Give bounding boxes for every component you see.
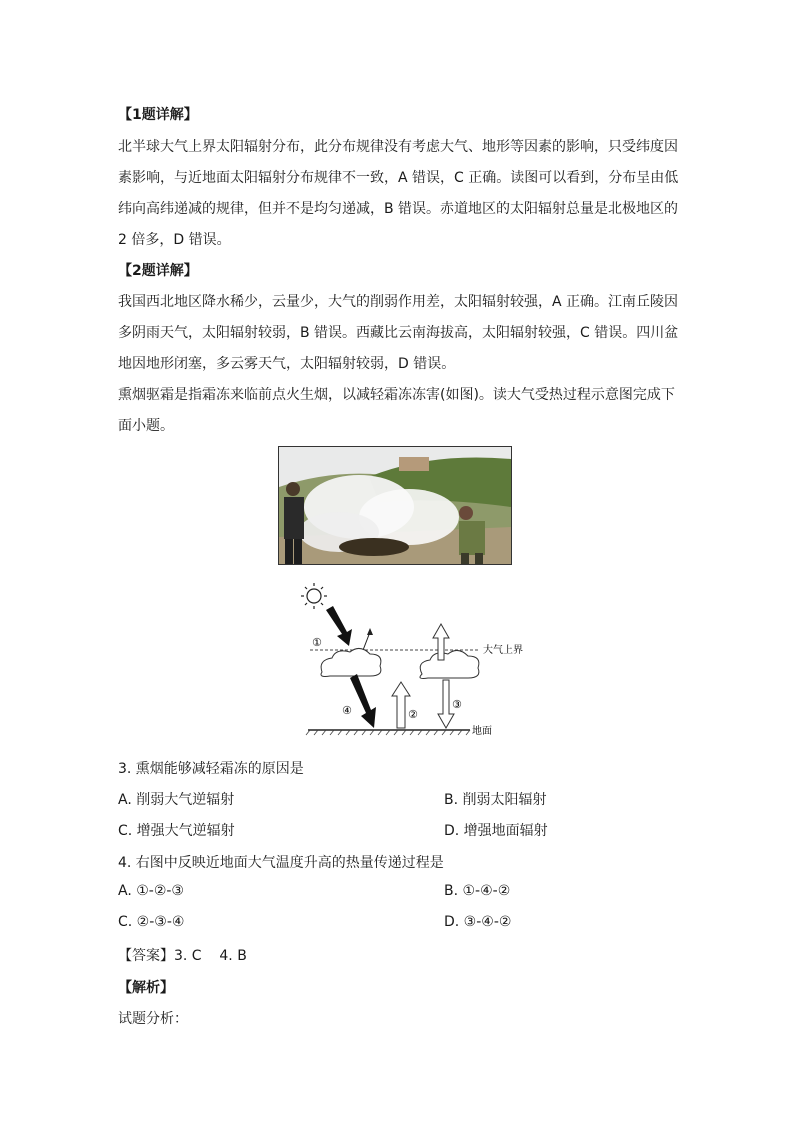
q1-line-4: 2 倍多，D 错误。 <box>118 232 231 248</box>
q1-line-2: 素影响，与近地面太阳辐射分布规律不一致，A 错误，C 正确。读图可以看到，分布呈由低 <box>118 170 679 186</box>
label-atmosphere-top: 大气上界 <box>483 645 523 656</box>
q1-line-1: 北半球大气上界太阳辐射分布，此分布规律没有考虑大气、地形等因素的影响，只受纬度因 <box>118 139 678 155</box>
q4-stem: 4. 右图中反映近地面大气温度升高的热量传递过程是 <box>118 855 444 871</box>
label-arrow-1: ① <box>312 636 322 649</box>
q2-heading: 【2题详解】 <box>118 263 198 279</box>
q1-heading: 【1题详解】 <box>118 107 198 123</box>
q3-option-b: B. 削弱太阳辐射 <box>444 792 547 808</box>
arrow-2-icon <box>392 682 410 728</box>
q3-option-a: A. 削弱大气逆辐射 <box>118 792 235 808</box>
q3-option-d: D. 增强地面辐射 <box>444 823 548 839</box>
arrow-1-icon <box>326 606 352 646</box>
analysis-label: 试题分析： <box>118 1011 188 1027</box>
q2-line-3: 地因地形闭塞，多云雾天气，太阳辐射较弱，D 错误。 <box>118 356 456 372</box>
intro-line-2: 面小题。 <box>118 418 174 434</box>
smoke-photo-illustration <box>279 447 511 564</box>
arrow-4-icon <box>350 674 376 728</box>
q2-line-1: 我国西北地区降水稀少，云量少，大气的削弱作用差，太阳辐射较强，A 正确。江南丘陵因 <box>118 294 679 310</box>
q4-option-a: A. ①-②-③ <box>118 883 184 899</box>
sun-icon <box>301 583 327 609</box>
q4-option-b: B. ①-④-② <box>444 883 511 899</box>
label-arrow-2: ② <box>408 708 418 721</box>
analysis-heading: 【解析】 <box>118 980 174 996</box>
q4-option-c: C. ②-③-④ <box>118 914 185 930</box>
diagram-canvas <box>300 580 530 745</box>
intro-line-1: 熏烟驱霜是指霜冻来临前点火生烟，以减轻霜冻冻害(如图)。读大气受热过程示意图完成下 <box>118 387 675 403</box>
q4-option-d: D. ③-④-② <box>444 914 512 930</box>
label-arrow-4: ④ <box>342 704 352 717</box>
q3-stem: 3. 熏烟能够减轻霜冻的原因是 <box>118 761 304 777</box>
smoke-photo <box>278 446 512 565</box>
label-ground: 地面 <box>472 726 492 737</box>
q2-line-2: 多阴雨天气，太阳辐射较弱，B 错误。西藏比云南海拔高，太阳辐射较强，C 错误。四川盆 <box>118 325 679 341</box>
q3-option-c: C. 增强大气逆辐射 <box>118 823 235 839</box>
answer-line: 【答案】3. C 4. B <box>118 948 247 964</box>
atmosphere-heating-diagram <box>300 580 530 745</box>
q1-line-3: 纬向高纬递减的规律，但并不是均匀递减，B 错误。赤道地区的太阳辐射总量是北极地区的 <box>118 201 679 217</box>
label-arrow-3: ③ <box>452 698 462 711</box>
